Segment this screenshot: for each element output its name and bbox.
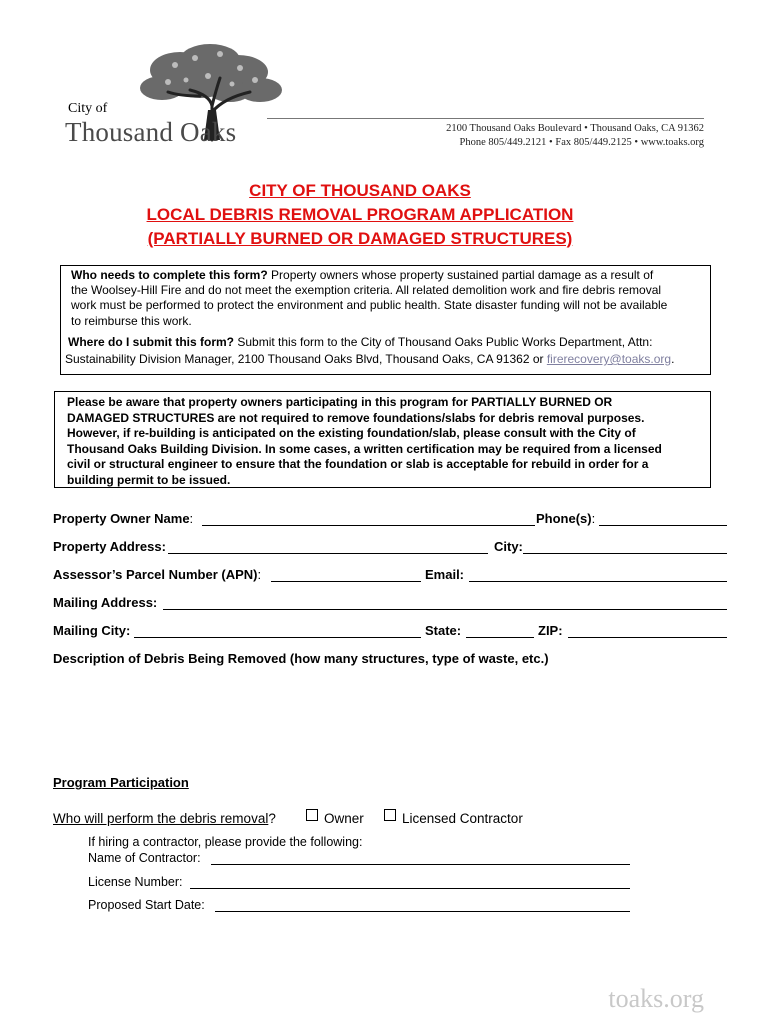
info-line: the Woolsey-Hill Fire and do not meet the exemption criteria. All related demolition work and fire debris removal xyxy=(71,283,662,297)
notice-line: However, if re-building is anticipated on the existing foundation/slab, please consult with the City of xyxy=(67,426,636,440)
address-line: 2100 Thousand Oaks Boulevard • Thousand Oaks, CA 91362 xyxy=(446,123,704,134)
property-address-field[interactable] xyxy=(168,553,488,554)
header-rule xyxy=(267,118,704,119)
colon: : xyxy=(591,511,596,526)
title-line-1: CITY OF THOUSAND OAKS xyxy=(249,181,471,200)
notice-line: Thousand Oaks Building Division. In some cases, a written certification may be required from a licensed xyxy=(67,441,662,456)
email-field[interactable] xyxy=(469,581,727,582)
contractor-checkbox[interactable] xyxy=(384,809,396,821)
notice-line: building permit to be issued. xyxy=(67,472,231,487)
email-link[interactable]: firerecovery@toaks.org xyxy=(546,352,672,366)
start-date-field[interactable] xyxy=(215,911,630,912)
owner-option-label: Owner xyxy=(324,811,364,826)
notice-text xyxy=(67,395,683,488)
colon: : xyxy=(189,511,194,526)
performer-question-text: Who will perform the debris removal xyxy=(53,811,269,826)
colon: : xyxy=(257,567,262,582)
license-number-label: License Number: xyxy=(88,875,183,889)
contractor-hint: If hiring a contractor, please provide the following: xyxy=(88,835,363,849)
contractor-option-label: Licensed Contractor xyxy=(402,811,523,826)
performer-question xyxy=(53,811,276,826)
owner-name-field[interactable] xyxy=(202,525,535,526)
property-address-label: Property Address: xyxy=(53,539,166,554)
city-label: City: xyxy=(494,539,523,554)
debris-description-area[interactable] xyxy=(53,672,727,762)
question-mark: ? xyxy=(268,811,276,826)
phones-field[interactable] xyxy=(599,525,727,526)
city-field[interactable] xyxy=(523,553,727,554)
phones-label xyxy=(536,511,595,526)
phones-text: Phone(s) xyxy=(536,511,592,526)
period: . xyxy=(671,352,675,366)
state-label: State: xyxy=(425,623,462,638)
owner-name-text: Property Owner Name xyxy=(53,511,190,526)
notice-line: DAMAGED STRUCTURES are not required to remove foundations/slabs for debris removal purposes. xyxy=(67,410,645,425)
email-label: Email: xyxy=(425,567,465,582)
city-address xyxy=(446,122,704,150)
start-date-label: Proposed Start Date: xyxy=(88,898,205,912)
owner-checkbox[interactable] xyxy=(306,809,318,821)
question-who: Who needs to complete this form? xyxy=(71,268,268,282)
program-participation-heading: Program Participation xyxy=(53,775,189,790)
license-number-field[interactable] xyxy=(190,888,630,889)
contact-line: Phone 805/449.2121 • Fax 805/449.2125 • www.toaks.org xyxy=(459,137,704,148)
notice-line: civil or structural engineer to ensure that the foundation or slab is acceptable for rebuild in order for a xyxy=(67,457,649,471)
answer-where: Submit this form to the City of Thousand Oaks Public Works Department, Attn: xyxy=(237,335,653,349)
notice-line: Please be aware that property owners participating in this program for PARTIALLY BURNED OR xyxy=(67,395,613,409)
mailing-address-label: Mailing Address: xyxy=(53,595,158,610)
apn-label xyxy=(53,567,261,582)
apn-text: Assessor’s Parcel Number (APN) xyxy=(53,567,258,582)
info-line xyxy=(71,268,653,284)
zip-field[interactable] xyxy=(568,637,727,638)
mailing-city-label: Mailing City: xyxy=(53,623,131,638)
state-field[interactable] xyxy=(466,637,534,638)
answer-where-cont: Sustainability Division Manager, 2100 Thousand Oaks Blvd, Thousand Oaks, CA 91362 or xyxy=(65,352,547,366)
contractor-name-field[interactable] xyxy=(211,864,630,865)
zip-label: ZIP: xyxy=(538,623,563,638)
contractor-name-label: Name of Contractor: xyxy=(88,851,201,865)
title-line-3: (PARTIALLY BURNED OR DAMAGED STRUCTURES) xyxy=(147,229,573,248)
question-where: Where do I submit this form? xyxy=(68,335,235,349)
toaks-watermark: toaks.org xyxy=(608,984,704,1013)
city-name: Thousand Oaks xyxy=(65,117,237,147)
info-line: work must be performed to protect the environment and public health. State disaster funding will not be available xyxy=(71,298,668,312)
mailing-address-field[interactable] xyxy=(163,609,727,610)
mailing-city-field[interactable] xyxy=(134,637,421,638)
apn-field[interactable] xyxy=(271,581,421,582)
debris-description-label: Description of Debris Being Removed (how many structures, type of waste, etc.) xyxy=(53,651,549,666)
answer-who: Property owners whose property sustained partial damage as a result of xyxy=(271,268,654,282)
city-of-text: City of xyxy=(68,101,108,116)
info-line xyxy=(65,352,674,368)
title-line-2: LOCAL DEBRIS REMOVAL PROGRAM APPLICATION xyxy=(146,205,574,224)
info-line: to reimburse this work. xyxy=(71,314,192,328)
owner-name-label xyxy=(53,511,193,526)
info-line xyxy=(68,335,652,351)
